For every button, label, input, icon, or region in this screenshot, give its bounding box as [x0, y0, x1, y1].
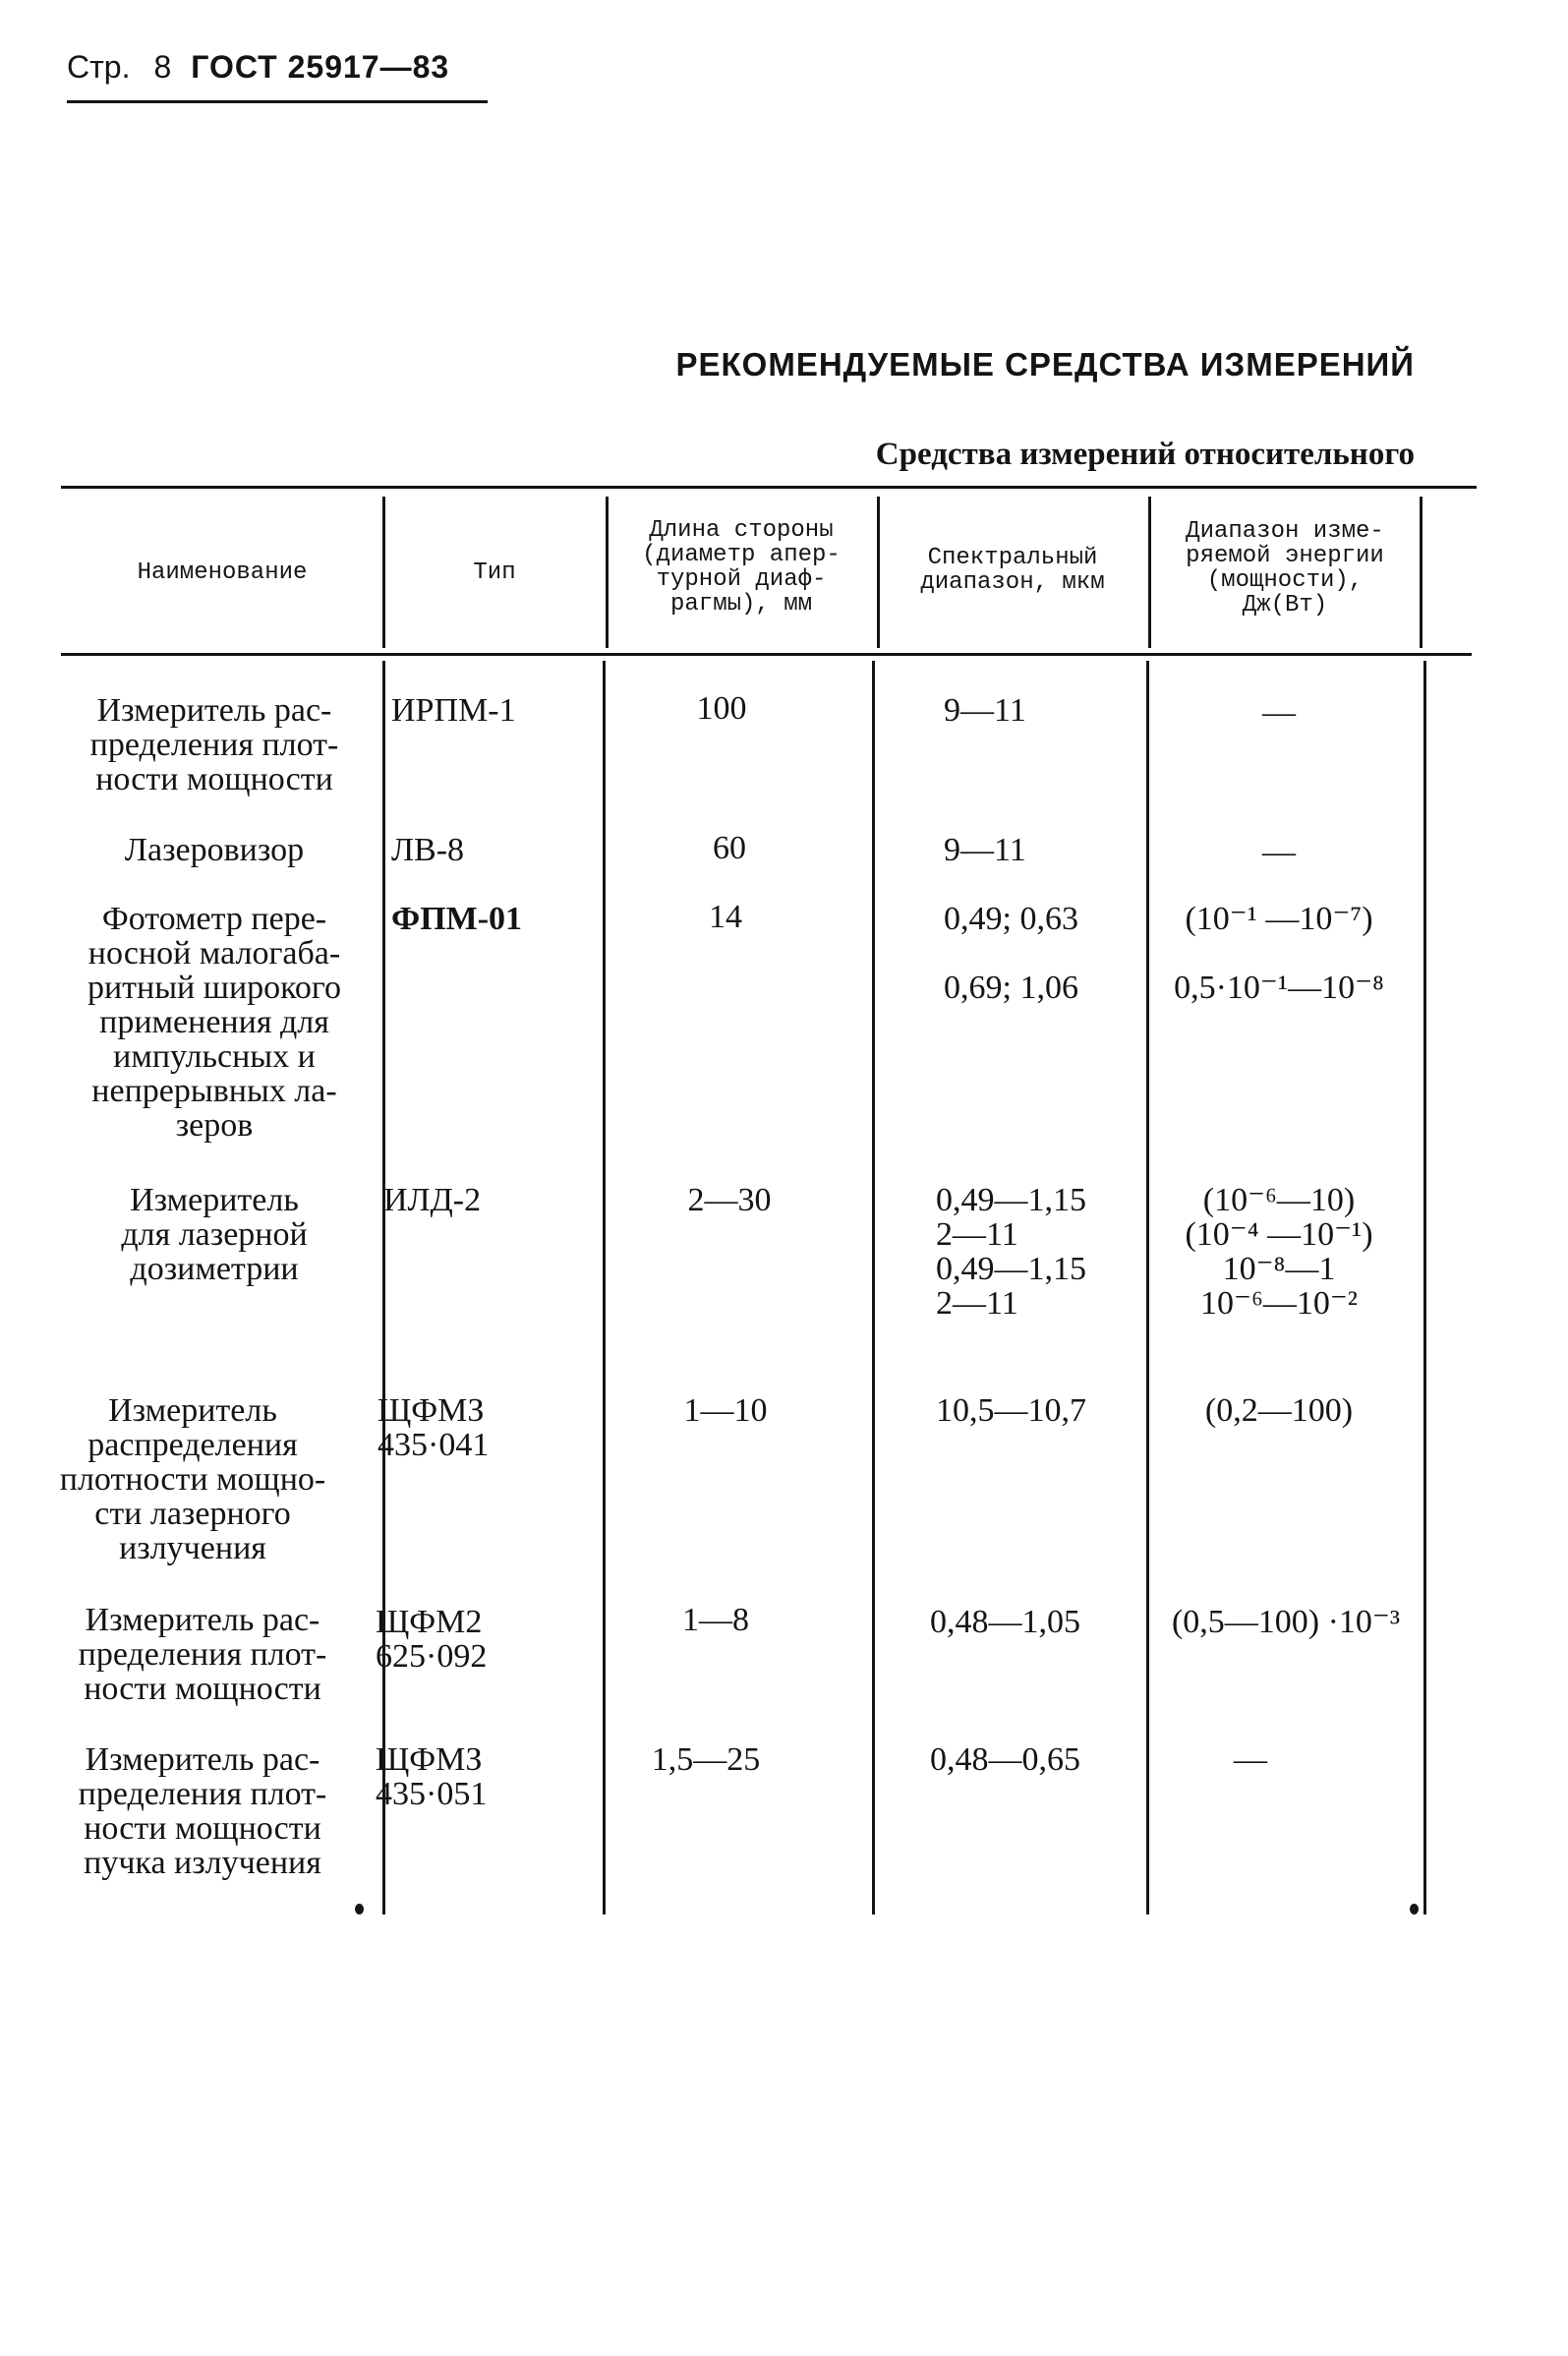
body-separator-3 — [872, 661, 875, 1914]
standard-designation: ГОСТ 25917—83 — [191, 49, 450, 85]
header-separator-5 — [1420, 497, 1423, 648]
row-7-type: ЩФМЗ 435·051 — [376, 1741, 488, 1812]
row-6-spectral: 0,48—1,05 — [930, 1604, 1080, 1640]
page-label: Стр. — [67, 49, 131, 85]
row-3-range: (10⁻¹ —10⁻⁷) 0,5·10⁻¹—10⁻⁸ — [1174, 901, 1384, 1006]
row-3-type: ФПМ-01 — [391, 901, 523, 937]
row-3-name: Фотометр пере- носной малогаба- ритный широкого применения для импульсных и непрерывных ла- зеров — [87, 901, 342, 1144]
col-header-length: Длина стороны (диаметр апер- турной диаф- рагмы), мм — [642, 517, 841, 618]
col-header-spectral: Спектральный диапазон, мкм — [920, 545, 1105, 596]
row-5-length: 1—10 — [683, 1392, 768, 1429]
col-header-range: Диапазон изме- ряемой энергии (мощности), Дж(Вт) — [1186, 518, 1384, 618]
row-2-name: Лазеровизор — [124, 832, 305, 868]
body-separator-1 — [382, 661, 385, 1914]
body-separator-2 — [603, 661, 606, 1914]
header-rule — [67, 100, 488, 103]
row-5-spectral: 10,5—10,7 — [936, 1392, 1086, 1429]
row-4-type: ИЛД-2 — [383, 1182, 482, 1218]
row-1-range: — — [1262, 694, 1296, 731]
row-5-type: ЩФМЗ 435·041 — [377, 1392, 490, 1463]
table-end-mark — [355, 1904, 364, 1914]
row-1-name: Измеритель рас- пределения плот- ности мощности — [89, 692, 339, 797]
row-2-spectral: 9—11 — [944, 832, 1026, 868]
row-4-range: (10⁻⁶—10) (10⁻⁴ —10⁻¹) 10⁻⁸—1 10⁻⁶—10⁻² — [1185, 1182, 1373, 1322]
page-header — [67, 49, 449, 86]
row-7-range: — — [1234, 1741, 1267, 1778]
table-top-rule — [61, 486, 1477, 489]
row-6-name: Измеритель рас- пределения плот- ности мощности — [78, 1602, 327, 1707]
row-6-type: ЩФМ2 625·092 — [376, 1604, 488, 1675]
row-5-name: Измеритель распределения плотности мощно- сти лазерного излучения — [59, 1392, 326, 1566]
page-number: 8 — [153, 49, 172, 85]
row-6-range: (0,5—100) ·10⁻³ — [1171, 1604, 1401, 1640]
row-7-spectral: 0,48—0,65 — [930, 1741, 1080, 1778]
row-5-range: (0,2—100) — [1204, 1392, 1354, 1429]
col-header-name: Наименование — [137, 560, 308, 586]
row-3-spectral: 0,49; 0,63 0,69; 1,06 — [944, 901, 1078, 1006]
row-7-length: 1,5—25 — [651, 1741, 761, 1778]
body-separator-5 — [1423, 661, 1426, 1914]
row-2-length: 60 — [713, 830, 746, 866]
row-2-type: ЛВ-8 — [391, 832, 465, 868]
table-caption: Средства измерений относительного — [875, 437, 1415, 472]
row-4-length: 2—30 — [687, 1182, 772, 1218]
row-7-name: Измеритель рас- пределения плот- ности мощности пучка излучения — [78, 1741, 327, 1881]
row-1-spectral: 9—11 — [944, 692, 1026, 729]
row-1-length: 100 — [696, 690, 747, 727]
col-header-type: Тип — [473, 560, 516, 586]
row-1-type: ИРПМ-1 — [391, 692, 516, 729]
row-4-spectral: 0,49—1,15 2—11 0,49—1,15 2—11 — [936, 1182, 1086, 1322]
appendix-title: РЕКОМЕНДУЕМЫЕ СРЕДСТВА ИЗМЕРЕНИЙ — [675, 346, 1415, 383]
header-bottom-rule — [61, 653, 1472, 656]
row-4-name: Измеритель для лазерной дозиметрии — [121, 1182, 308, 1287]
table-end-mark-right — [1410, 1904, 1419, 1914]
row-3-length: 14 — [709, 899, 742, 935]
row-2-range: — — [1262, 834, 1296, 870]
row-6-length: 1—8 — [682, 1602, 749, 1638]
